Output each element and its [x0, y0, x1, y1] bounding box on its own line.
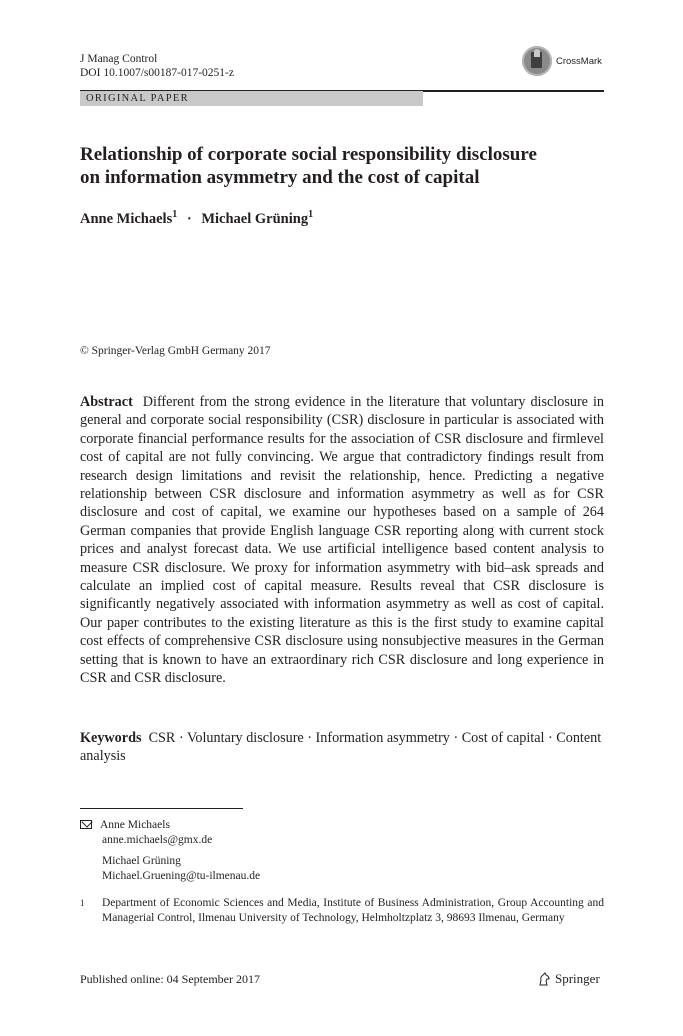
author-name: Michael Grüning [201, 211, 309, 227]
contact-name: Michael Grüning [102, 855, 181, 867]
affiliation-text: Department of Economic Sciences and Media, Institute of Business Administration, Group Accounting and Managerial Control, Ilmenau University of Technology, Helmholtzplatz 3, 98693 Ilmenau, Germany [102, 897, 604, 924]
abstract-text: Different from the strong evidence in the literature that voluntary disclosure in general and corporate social responsibility (CSR) disclosure in particular is associated with corporate financial performance results for the association of CSR disclosure and firmlevel cost of capital are not fully convincing. We argue that contradictory findings result from research design limitations and revisit the relationship, hence. Predicting a negative relationship between CSR disclosure and information asymmetry as well as for CSR disclosure and cost of capital, we examine our hypotheses based on a sample of 264 German companies that provide English language CSR reporting along with current stock prices and analyst forecast data. We use artificial intelligence based content analysis to measure CSR disclosure. We proxy for information asymmetry with bid–ask spreads and calculate an implied cost of capital measure. Results reveal that CSR disclosure is significantly negatively associated with information asymmetry as well as cost of capital. Our paper contributes to the existing literature as this is the first study to examine capital cost effects of comprehensive CSR disclosure using nonsubjective measures in the German setting that is known to have an extraordinary rich CSR disclosure and long experience in CSR and CSR disclosure. [80, 394, 604, 687]
publisher-name: Springer [555, 971, 600, 986]
abstract [80, 393, 604, 688]
author-affil-sup: 1 [172, 209, 178, 221]
contact-block [80, 818, 260, 884]
author-list [80, 211, 313, 228]
paper-title [80, 143, 604, 189]
keywords [80, 729, 604, 766]
contact-email[interactable]: Michael.Gruening@tu-ilmenau.de [102, 870, 261, 882]
contact-name: Anne Michaels [100, 819, 170, 831]
abstract-label: Abstract [80, 394, 133, 410]
article-type-banner: ORIGINAL PAPER [80, 91, 423, 106]
author-separator: · [186, 211, 192, 227]
crossmark-icon [522, 46, 552, 76]
publisher-logo [537, 971, 600, 987]
footnote-rule [80, 808, 243, 809]
published-date: Published online: 04 September 2017 [80, 972, 260, 986]
author-affil-sup: 1 [308, 209, 314, 221]
journal-info [80, 52, 234, 80]
doi[interactable]: DOI 10.1007/s00187-017-0251-z [80, 67, 234, 79]
journal-name: J Manag Control [80, 53, 158, 65]
affiliation [80, 896, 604, 926]
affiliation-number: 1 [80, 898, 85, 908]
contact-email[interactable]: anne.michaels@gmx.de [102, 834, 213, 846]
crossmark-badge[interactable] [522, 46, 602, 76]
keywords-text: CSR · Voluntary disclosure · Information asymmetry · Cost of capital · Content analysis [80, 730, 602, 765]
springer-horse-icon [537, 972, 551, 986]
copyright: © Springer-Verlag GmbH Germany 2017 [80, 345, 271, 357]
keywords-label: Keywords [80, 730, 142, 746]
email-icon [80, 820, 92, 829]
crossmark-label: CrossMark [556, 55, 602, 67]
title-line-2: on information asymmetry and the cost of capital [80, 167, 480, 188]
title-line-1: Relationship of corporate social responsibility disclosure [80, 144, 537, 165]
author-name: Anne Michaels [80, 211, 173, 227]
